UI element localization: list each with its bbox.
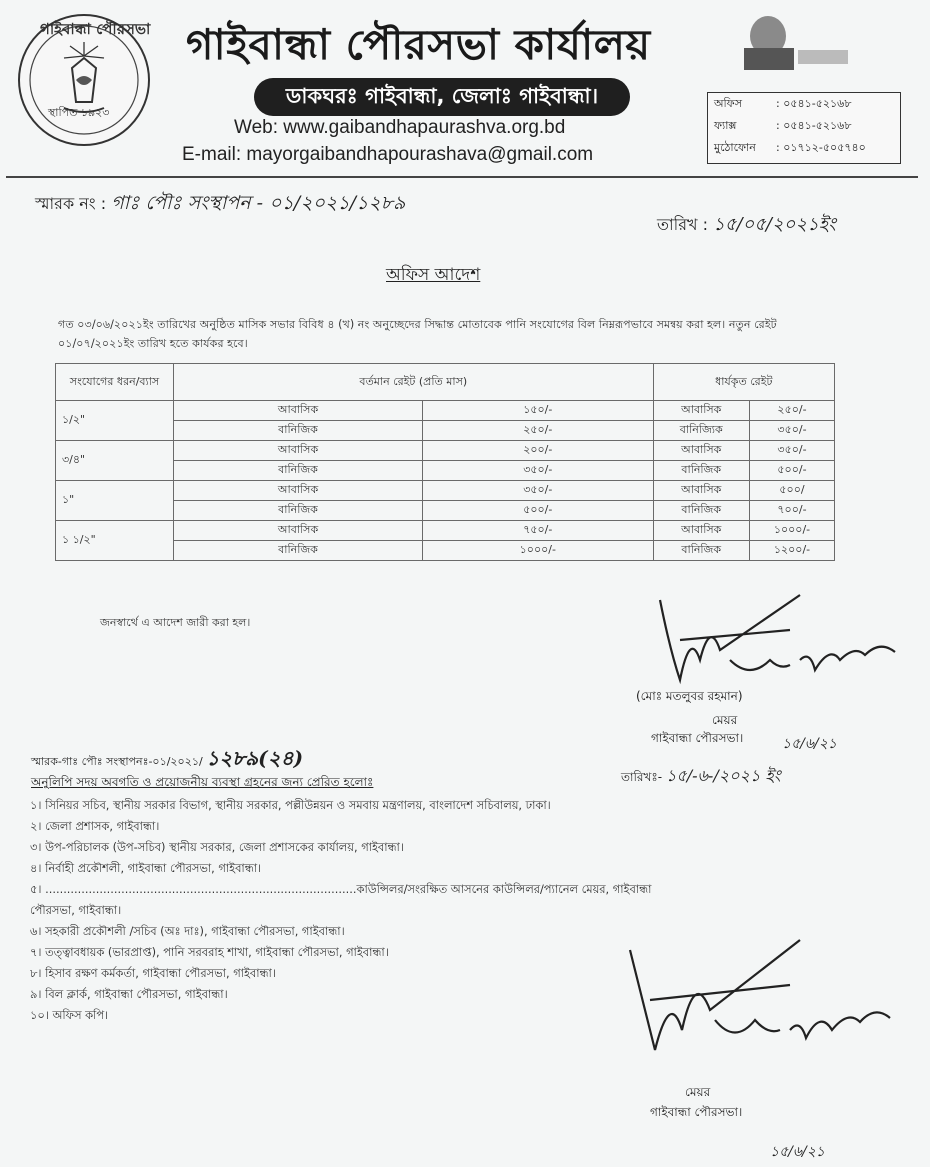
- table-row: বানিজিক ৩৫০/- বানিজিক ৫০০/-: [56, 461, 835, 481]
- mayor-org: গাইবান্ধা পৌরসভা।: [651, 731, 744, 745]
- list-item: ৯। বিল ক্লার্ক, গাইবান্ধা পৌরসভা, গাইবান্ধা।: [30, 987, 228, 1001]
- list-item: ৪। নির্বাহী প্রকৌশলী, গাইবান্ধা পৌরসভা, গাইবান্ধা।: [30, 861, 262, 875]
- declaration-line: জনস্বার্থে এ আদেশ জারী করা হল।: [100, 616, 251, 629]
- table-row: বানিজিক ১০০০/- বানিজিক ১২০০/-: [56, 541, 835, 561]
- mayor-signature-image-2: [620, 930, 910, 1070]
- memo-date-handwritten: ১৫/০৫/২০২১ইং: [713, 214, 836, 235]
- col-size-header: সংযোগের ধরন/ব্যাস: [56, 364, 174, 401]
- mayor-title-2: মেয়র: [685, 1085, 711, 1099]
- memo-number: স্মারক নং : গাঃ পৌঃ সংস্থাপন - ০১/২০২১/১২৮৯: [35, 192, 406, 214]
- table-row: ১/২" আবাসিক ১৫০/- আবাসিক ২৫০/-: [56, 401, 835, 421]
- portrait-image: [738, 10, 858, 70]
- website-line: Web: www.gaibandhapaurashva.org.bd: [234, 117, 566, 138]
- signature-date-1: ১৫/৬/২১: [782, 736, 837, 752]
- email-line: E-mail: mayorgaibandhapourashava@gmail.com: [182, 144, 594, 165]
- list-item: পৌরসভা, গাইবান্ধা।: [30, 903, 122, 917]
- copy-memo-date: তারিখঃ- ১৫/-৬-/২০২১ ইং: [621, 766, 781, 785]
- col-current-header: বর্তমান রেইট (প্রতি মাস): [174, 364, 654, 401]
- mayor-name: (মোঃ মতলুবর রহমান): [636, 689, 743, 703]
- table-row: বানিজিক ২৫০/- বানিজ্যিক ৩৫০/-: [56, 421, 835, 441]
- list-item: ১০। অফিস কপি।: [30, 1008, 109, 1022]
- mayor-org-2: গাইবান্ধা পৌরসভা।: [650, 1105, 743, 1119]
- col-new-header: ধার্যকৃত রেইট: [653, 364, 834, 401]
- signature-date-2: ১৫/৬/২১: [770, 1144, 825, 1160]
- list-item: ৭। তত্ত্বাবধায়ক (ভারপ্রাপ্ত), পানি সরবরাহ শাখা, গাইবান্ধা পৌরসভা, গাইবান্ধা।: [30, 945, 389, 959]
- copy-note: অনুলিপি সদয় অবগতি ও প্রয়োজনীয় ব্যবস্থা গ্রহনের জন্য প্রেরিত হলোঃ: [31, 775, 374, 789]
- order-paragraph: গত ০৩/০৬/২০২১ইং তারিখের অনুষ্ঠিত মাসিক সভার বিবিধ ৪ (খ) নং অনুচ্ছেদের সিদ্ধান্ত মোতাবেক পানি সংযোগের বিল নিম্নরূপভাবে সমন্বয় করা হল। নতুন রেইট ০১/০৭/২০২১ইং তারিখ হতে কার্যকর হবে।: [58, 318, 777, 350]
- copy-memo-number: স্মারক-গাঃ পৌঃ সংস্থাপনঃ-০১/২০২১/ ১২৮৯(২৪): [31, 746, 304, 770]
- contact-office: অফিস : ০৫৪১-৫২১৬৮: [714, 96, 852, 110]
- address-banner: ডাকঘরঃ গাইবান্ধা, জেলাঃ গাইবান্ধা।: [254, 78, 630, 116]
- copy-memo-handwritten: ১২৮৯(২৪): [206, 746, 304, 770]
- mayor-title: মেয়র: [712, 713, 738, 727]
- header-divider: [6, 176, 918, 178]
- list-item: ৬। সহকারী প্রকৌশলী /সচিব (অঃ দাঃ), গাইবান্ধা পৌরসভা, গাইবান্ধা।: [30, 924, 345, 938]
- table-header-row: [56, 364, 835, 401]
- seal-text-top: গাইবান্ধা পৌরসভা: [40, 20, 151, 38]
- seal-text-bottom: স্থাপিত ১৯২৩: [48, 106, 110, 119]
- list-item: ৫। ......................................................................................কাউন্সিলর/সংরক্ষিত আসনের কাউন্সিলর/প্যানেল মেয়র, গাইবান্ধা: [30, 882, 652, 896]
- list-item: ২। জেলা প্রশাসক, গাইবান্ধা।: [30, 819, 160, 833]
- water-rate-table: [55, 363, 835, 561]
- contact-fax: ফ্যাক্স : ০৫৪১-৫২১৬৮: [714, 118, 852, 132]
- copy-date-handwritten: ১৫/-৬-/২০২১ ইং: [665, 766, 781, 785]
- contact-mobile: মুঠোফোন : ০১৭১২-৫০৫৭৪০: [714, 140, 866, 154]
- office-order-heading: অফিস আদেশ: [386, 265, 481, 285]
- table-row: ১ ১/২" আবাসিক ৭৫০/- আবাসিক ১০০০/-: [56, 521, 835, 541]
- list-item: ১। সিনিয়র সচিব, স্থানীয় সরকার বিভাগ, স্থানীয় সরকার, পল্লীউন্নয়ন ও সমবায় মন্ত্রণালয়, বাংলাদেশ সচিবালয়, ঢাকা।: [30, 798, 551, 812]
- table-row: বানিজিক ৫০০/- বানিজিক ৭০০/-: [56, 501, 835, 521]
- office-title: গাইবান্ধা পৌরসভা কার্যালয়: [186, 20, 651, 69]
- table-row: ৩/৪" আবাসিক ২০০/- আবাসিক ৩৫০/-: [56, 441, 835, 461]
- memo-date: তারিখ : ১৫/০৫/২০২১ইং: [657, 214, 836, 235]
- list-item: ৩। উপ-পরিচালক (উপ-সচিব) স্থানীয় সরকার, জেলা প্রশাসকের কার্যালয়, গাইবান্ধা।: [30, 840, 404, 854]
- memo-number-handwritten: গাঃ পৌঃ সংস্থাপন - ০১/২০২১/১২৮৯: [111, 192, 406, 214]
- table-row: ১" আবাসিক ৩৫০/- আবাসিক ৫০০/: [56, 481, 835, 501]
- contact-box: [707, 92, 901, 164]
- list-item: ৮। হিসাব রক্ষণ কর্মকর্তা, গাইবান্ধা পৌরসভা, গাইবান্ধা।: [30, 966, 276, 980]
